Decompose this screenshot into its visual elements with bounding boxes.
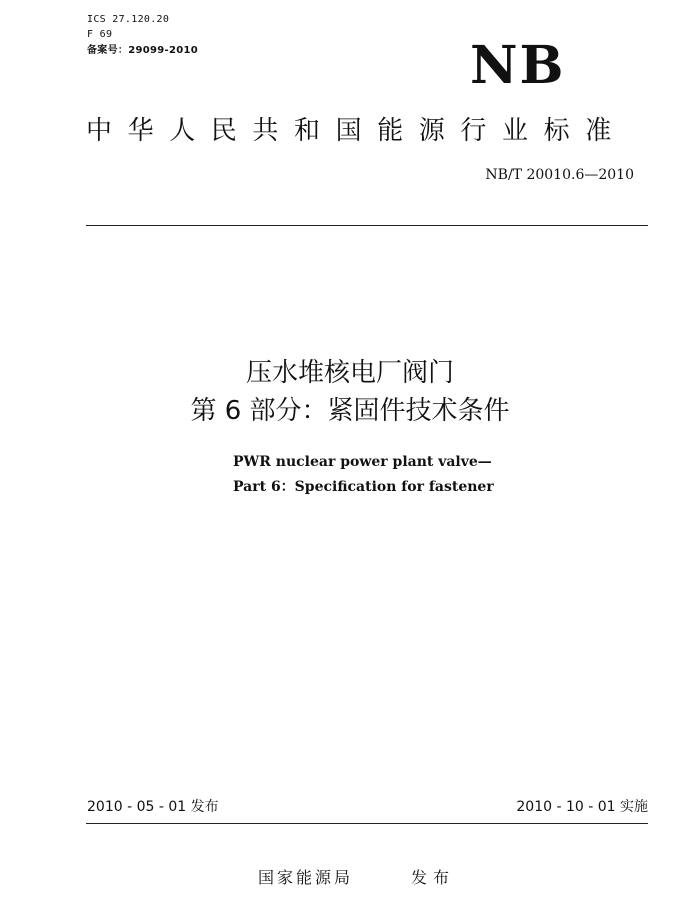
standard-number: NB/T 20010.6—2010 bbox=[485, 167, 634, 183]
title-chinese-line-1: 压水堆核电厂阀门 bbox=[245, 358, 454, 388]
implementation-date: 2010 - 10 - 01 实施 bbox=[516, 799, 648, 815]
nb-logo: NB bbox=[470, 35, 566, 96]
record-number: 备案号：29099-2010 bbox=[87, 45, 198, 56]
issue-label: 发布 bbox=[411, 868, 456, 887]
issuing-authority: 国家能源局 bbox=[258, 868, 354, 887]
classification-code: F 69 bbox=[87, 29, 113, 40]
ics-code: ICS 27.120.20 bbox=[87, 14, 170, 25]
title-chinese-line-2: 第 6 部分：紧固件技术条件 bbox=[190, 396, 510, 426]
title-english-line-2: Part 6：Specification for fastener bbox=[233, 479, 494, 495]
bottom-divider bbox=[86, 823, 648, 824]
title-english-line-1: PWR nuclear power plant valve— bbox=[233, 454, 492, 470]
issue-date: 2010 - 05 - 01 发布 bbox=[87, 799, 219, 815]
top-divider bbox=[86, 225, 648, 226]
standard-category-title: 中华人民共和国能源行业标准 bbox=[86, 116, 627, 146]
